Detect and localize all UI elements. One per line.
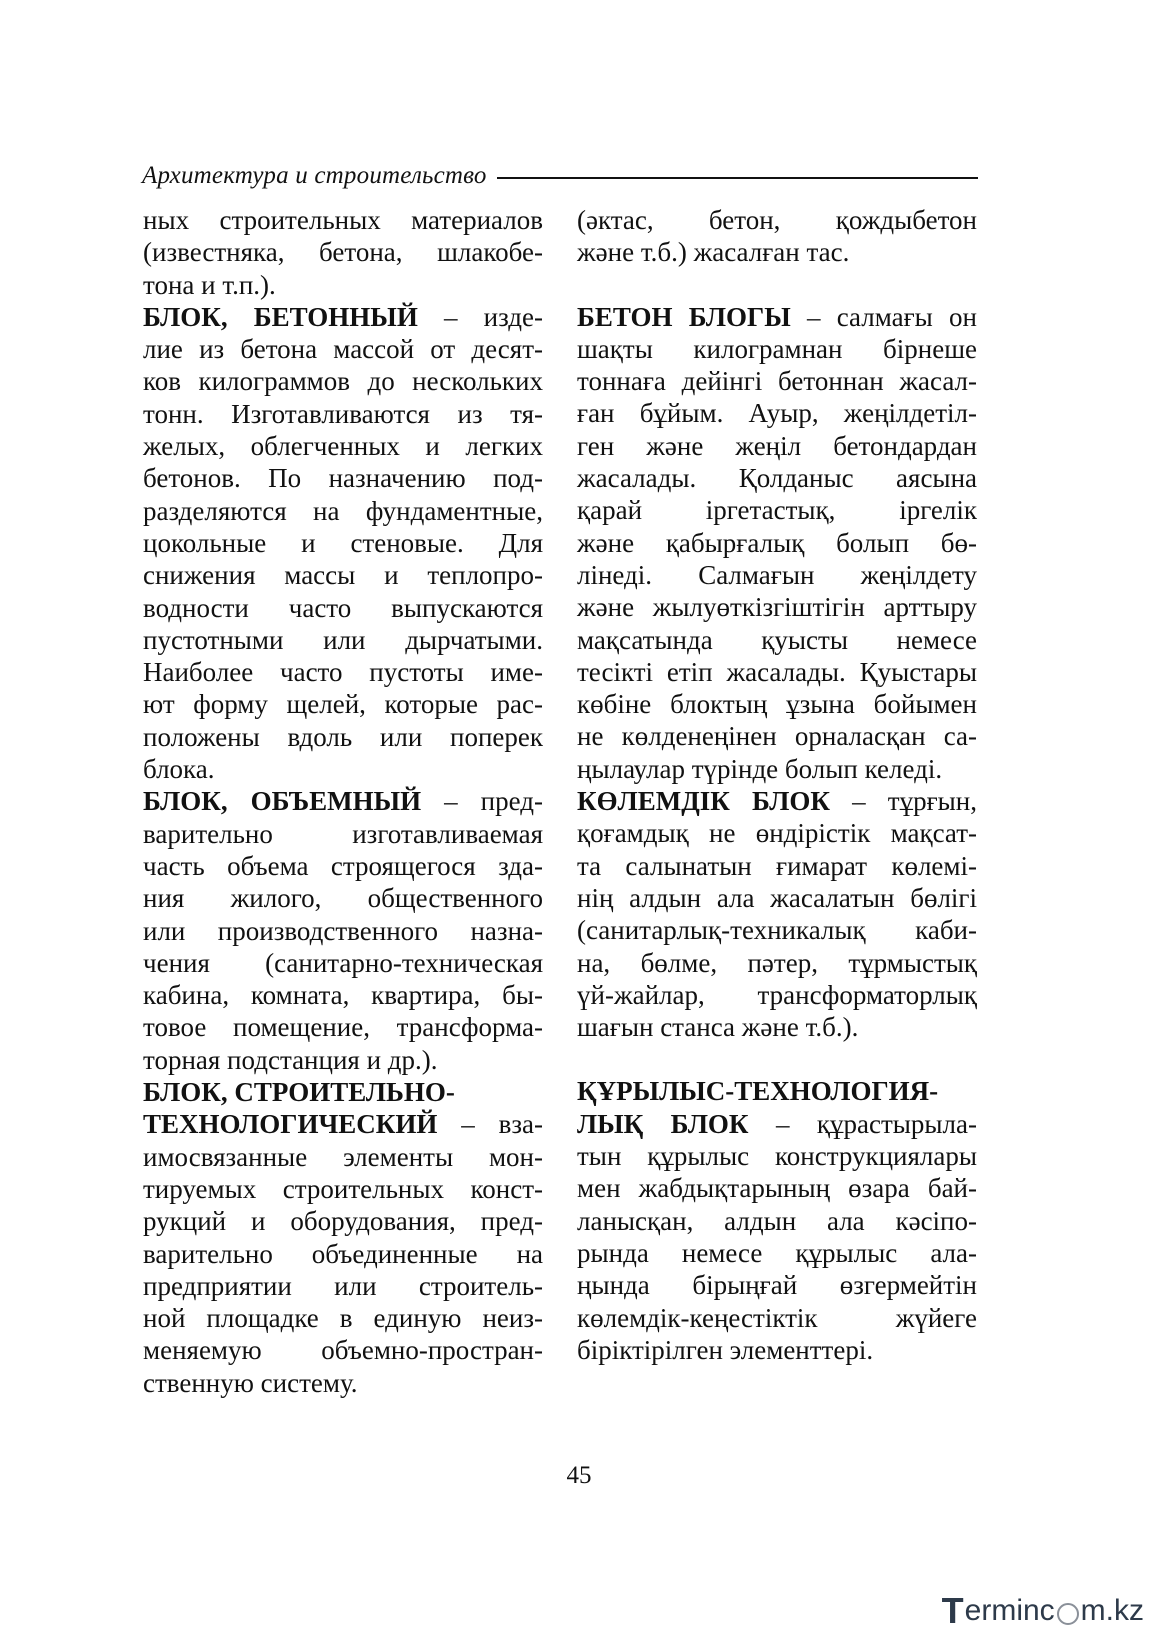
text-line: рында немесе құрылыс ала- [577,1237,977,1268]
entry-term: БЕТОН БЛОГЫ [577,301,791,332]
text-line: лінеді. Салмағын жеңілдету [577,559,977,590]
text-line: ген және жеңіл бетондардан [577,430,977,461]
text-line: часть объема строящегося зда- [143,850,543,881]
entry-heading-line [143,301,543,333]
text-line: снижения массы и теплопро- [143,560,543,591]
text-line: разделяются на фундаментные, [143,495,543,526]
text-line: рукций и оборудования, пред- [143,1206,543,1237]
watermark-text-part2: m.kz [1080,1594,1144,1627]
running-header [142,158,978,194]
text-line: мақсатында қуысты немесе [577,624,977,655]
text-line: мен жабдықтарының өзара бай- [577,1173,977,1204]
text-line: ния жилого, общественного [143,883,543,914]
entry-heading-line [143,1108,543,1140]
text-line: варительно изготавливаемая [143,818,543,849]
entry-term: ҚҰРЫЛЫС-ТЕХНОЛОГИЯ- [577,1076,939,1107]
text-line: Наиболее часто пустоты име- [143,657,543,688]
text-line: или производственного назна- [143,915,543,946]
text-line: ңылаулар түрінде болып келеді. [577,753,943,784]
text-line: та салынатын ғимарат көлемі- [577,850,977,881]
text-line: тесікті етіп жасалады. Қуыстары [577,656,977,687]
text-line: ков килограммов до нескольких [143,366,543,397]
text-line: пустотными или дырчатыми. [143,624,543,655]
page-number: 45 [566,1462,592,1489]
text-line: және т.б.) жасалған тас. [577,237,850,268]
text-line: көбіне блоктың ұзына бойымен [577,689,977,720]
running-header-title: Архитектура и строительство [142,162,487,189]
paragraph-gap [577,1043,977,1075]
text-line: тын құрылыс конструкциялары [577,1141,977,1172]
text-line: және жылуөткізгіштігін арттыру [577,592,977,623]
text-line: ных строительных материалов [143,205,543,235]
text-line: кабина, комната, квартира, бы- [143,980,543,1011]
text-line: қарай іргетастық, іргелік [577,495,977,526]
text-line: цокольные и стеновые. Для [143,527,543,558]
entry-term: БЛОК, СТРОИТЕЛЬНО- [143,1077,455,1108]
text-line: нің алдын ала жасалатын бөлігі [577,882,977,913]
text-line: не көлденеңінен орналасқан са- [577,721,977,752]
entry-term: ТЕХНОЛОГИЧЕСКИЙ [143,1109,438,1140]
entry-term: ЛЫҚ БЛОК [577,1108,749,1139]
text-line: тоннаға дейінгі бетоннан жасал- [577,366,977,397]
text-line: положены вдоль или поперек [143,721,543,752]
text-line: ған бұйым. Ауыр, жеңілдетіл- [577,398,977,429]
header-rule [497,177,978,179]
text-line: лие из бетона массой от десят- [143,334,543,365]
text-line: тонн. Изготавливаются из тя- [143,398,543,429]
watermark-text-part1: erminc [964,1594,1055,1627]
text-line: тона и т.п.). [143,269,276,300]
text-line: біріктірілген элементтері. [577,1334,874,1365]
text-line: бетонов. По назначению под- [143,463,543,494]
left-column-russian [143,204,543,1399]
text-line: ют форму щелей, которые рас- [143,689,543,720]
entry-definition-start: – салмағы он [790,301,977,332]
text-line: ңында бірыңғай өзгермейтін [577,1270,977,1301]
text-line: блока. [143,754,215,785]
right-column-kazakh [577,204,977,1366]
text-line: (известняка, бетона, шлакобе- [143,237,543,268]
entry-heading-line [143,1076,543,1108]
entry-term: БЛОК, ОБЪЕМНЫЙ [143,786,422,817]
watermark-o-icon [1057,1603,1079,1625]
text-line: меняемую объемно-простран- [143,1335,543,1366]
entry-definition-start: – құрастырыла- [748,1108,977,1139]
text-line: ной площадке в единую неиз- [143,1303,543,1334]
text-line: предприятии или строитель- [143,1270,543,1301]
entry-heading-line [577,785,977,817]
watermark-letter-t: T [941,1590,964,1631]
entry-definition-start: – вза- [437,1109,543,1140]
text-line: ланысқан, алдын ала кәсіпо- [577,1205,977,1236]
text-line: чения (санитарно-техническая [143,947,543,978]
text-line: торная подстанция и др.). [143,1044,438,1075]
text-line: на, бөлме, пәтер, тұрмыстық [577,947,977,978]
entry-term: КӨЛЕМДІК БЛОК [577,786,830,817]
text-line: (әктас, бетон, қождыбетон [577,205,977,235]
text-line: қоғамдық не өндірістік мақсат- [577,818,977,849]
entry-heading-line [577,301,977,333]
text-line: және қабырғалық болып бө- [577,527,977,558]
entry-term: БЛОК, БЕТОННЫЙ [143,301,418,332]
entry-heading-line [577,1075,977,1107]
text-line: көлемдік-кеңестіктік жүйеге [577,1302,977,1333]
text-line: имосвязанные элементы мон- [143,1141,543,1172]
text-line: ственную систему. [143,1367,358,1398]
text-line: водности часто выпускаются [143,592,543,623]
entry-definition-start: – тұрғын, [829,786,977,817]
text-line: үй-жайлар, трансформаторлық [577,979,977,1010]
text-line: тируемых строительных конст- [143,1173,543,1204]
text-line: товое помещение, трансформа- [143,1012,543,1043]
entry-heading-line [143,785,543,817]
termincom-watermark-logo [942,1591,1144,1631]
entry-definition-start: – изде- [417,301,544,332]
text-line: шақты килограмнан бірнеше [577,333,977,364]
entry-definition-start: – пред- [421,786,543,817]
text-line: шағын станса және т.б.). [577,1012,859,1043]
paragraph-gap [577,269,977,301]
entry-heading-line [577,1108,977,1140]
text-line: варительно объединенные на [143,1238,543,1269]
text-line: жасалады. Қолданыс аясына [577,463,977,494]
text-line: (санитарлық-техникалық каби- [577,915,977,946]
text-line: желых, облегченных и легких [143,431,543,462]
